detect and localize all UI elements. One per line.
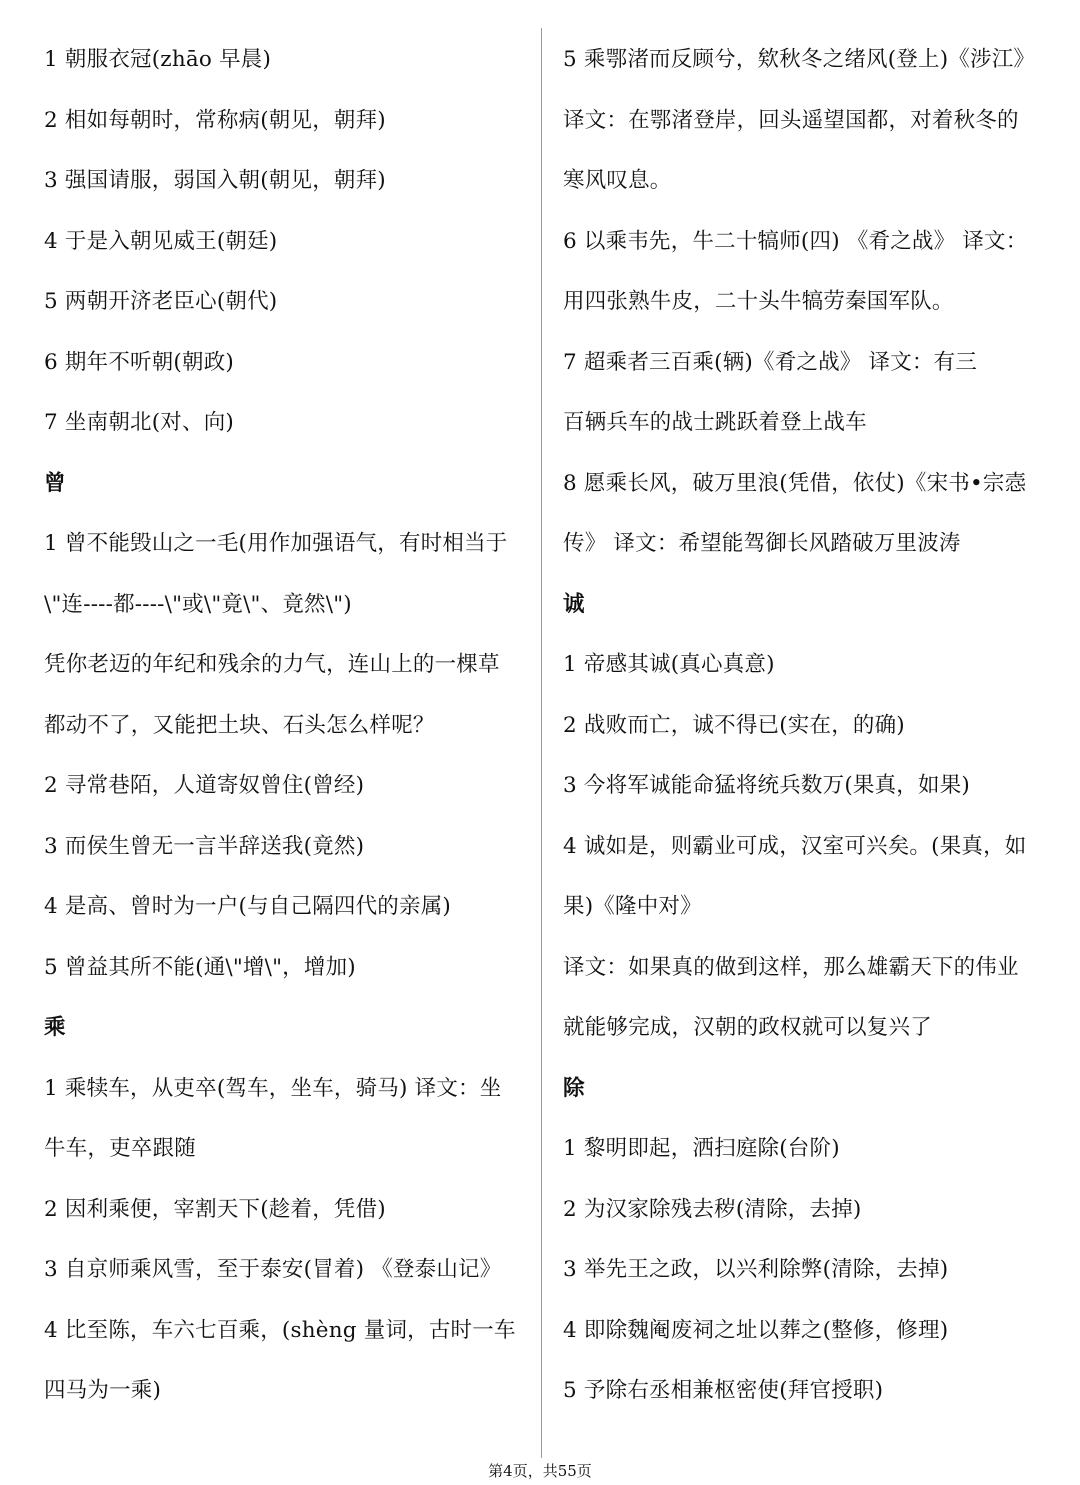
- text-line: 1 黎明即起，洒扫庭除(台阶): [563, 1136, 840, 1161]
- text-line: \"连----都----\"或\"竟\"、竟然\"): [44, 591, 352, 617]
- text-line: 1 曾不能毁山之一毛(用作加强语气，有时相当于: [44, 531, 508, 556]
- text-line: 译文：在鄂渚登岸，回头遥望国都，对着秋冬的: [563, 107, 1019, 133]
- page-footer: 第4页，共55页: [488, 1462, 592, 1480]
- text-line: 5 曾益其所不能(通\"增\"，增加): [44, 954, 356, 980]
- text-line: 6 以乘韦先，牛二十犒师(四) 《肴之战》 译文：: [563, 228, 1028, 254]
- text-line: 1 朝服衣冠(zhāo 早晨): [44, 47, 272, 72]
- text-line: 3 而侯生曾无一言半辞送我(竟然): [44, 833, 365, 859]
- column-divider: [541, 28, 542, 1458]
- text-line: 3 举先王之政，以兴利除弊(清除，去掉): [563, 1257, 949, 1282]
- section-heading: 诚: [563, 591, 585, 617]
- text-line: 4 比至陈，车六七百乘，(shèng 量词，古时一车: [44, 1317, 516, 1343]
- text-line: 都动不了，又能把土块、石头怎么样呢？: [44, 712, 435, 738]
- text-line: 3 强国请服，弱国入朝(朝见，朝拜): [44, 168, 386, 193]
- text-line: 7 超乘者三百乘(辆)《肴之战》 译文：有三: [563, 349, 978, 375]
- right-column: [563, 30, 1049, 1422]
- section-heading: 乘: [44, 1015, 66, 1040]
- text-line: 4 于是入朝见威王(朝廷): [44, 228, 278, 254]
- text-line: 2 相如每朝时，常称病(朝见，朝拜): [44, 107, 386, 133]
- text-line: 5 乘鄂渚而反顾兮，欸秋冬之绪风(登上)《涉江》: [563, 47, 1036, 72]
- text-line: 果)《隆中对》: [563, 894, 702, 919]
- text-line: 1 帝感其诚(真心真意): [563, 652, 775, 677]
- text-line: 四马为一乘): [44, 1378, 162, 1403]
- text-line: 4 即除魏阉废祠之址以葬之(整修，修理): [563, 1317, 949, 1343]
- text-line: 2 战败而亡，诚不得已(实在，的确): [563, 712, 905, 738]
- text-line: 7 坐南朝北(对、向): [44, 410, 234, 435]
- text-line: 4 是高、曾时为一户(与自己隔四代的亲属): [44, 894, 451, 919]
- text-line: 寒风叹息。: [563, 168, 672, 193]
- text-line: 5 两朝开济老臣心(朝代): [44, 289, 278, 314]
- text-line: 百辆兵车的战士跳跃着登上战车: [563, 410, 867, 435]
- text-line: 2 寻常巷陌，人道寄奴曾住(曾经): [44, 773, 365, 798]
- text-line: 3 自京师乘风雪，至于泰安(冒着) 《登泰山记》: [44, 1257, 502, 1282]
- text-line: 译文：如果真的做到这样，那么雄霸天下的伟业: [563, 954, 1019, 980]
- text-line: 8 愿乘长风，破万里浪(凭借，依仗)《宋书•宗悫: [563, 470, 1027, 496]
- text-line: 用四张熟牛皮，二十头牛犒劳秦国军队。: [563, 289, 954, 314]
- text-line: 凭你老迈的年纪和残余的力气，连山上的一棵草: [44, 652, 500, 677]
- section-heading: 除: [563, 1075, 585, 1101]
- text-line: 3 今将军诚能命猛将统兵数万(果真，如果): [563, 773, 970, 798]
- text-line: 6 期年不听朝(朝政): [44, 349, 234, 375]
- text-line: 传》 译文：希望能驾御长风踏破万里波涛: [563, 531, 961, 556]
- text-line: 2 因利乘便，宰割天下(趁着，凭借): [44, 1196, 386, 1222]
- text-line: 2 为汉家除残去秽(清除，去掉): [563, 1196, 862, 1222]
- text-line: 牛车，吏卒跟随: [44, 1136, 196, 1161]
- text-line: 4 诚如是，则霸业可成，汉室可兴矣。(果真，如: [563, 833, 1027, 859]
- text-line: 5 予除右丞相兼枢密使(拜官授职): [563, 1378, 884, 1403]
- left-column: [44, 30, 532, 1422]
- text-line: 就能够完成，汉朝的政权就可以复兴了: [563, 1015, 932, 1040]
- text-line: 1 乘犊车，从吏卒(驾车，坐车，骑马) 译文：坐: [44, 1075, 502, 1101]
- section-heading: 曾: [44, 470, 66, 496]
